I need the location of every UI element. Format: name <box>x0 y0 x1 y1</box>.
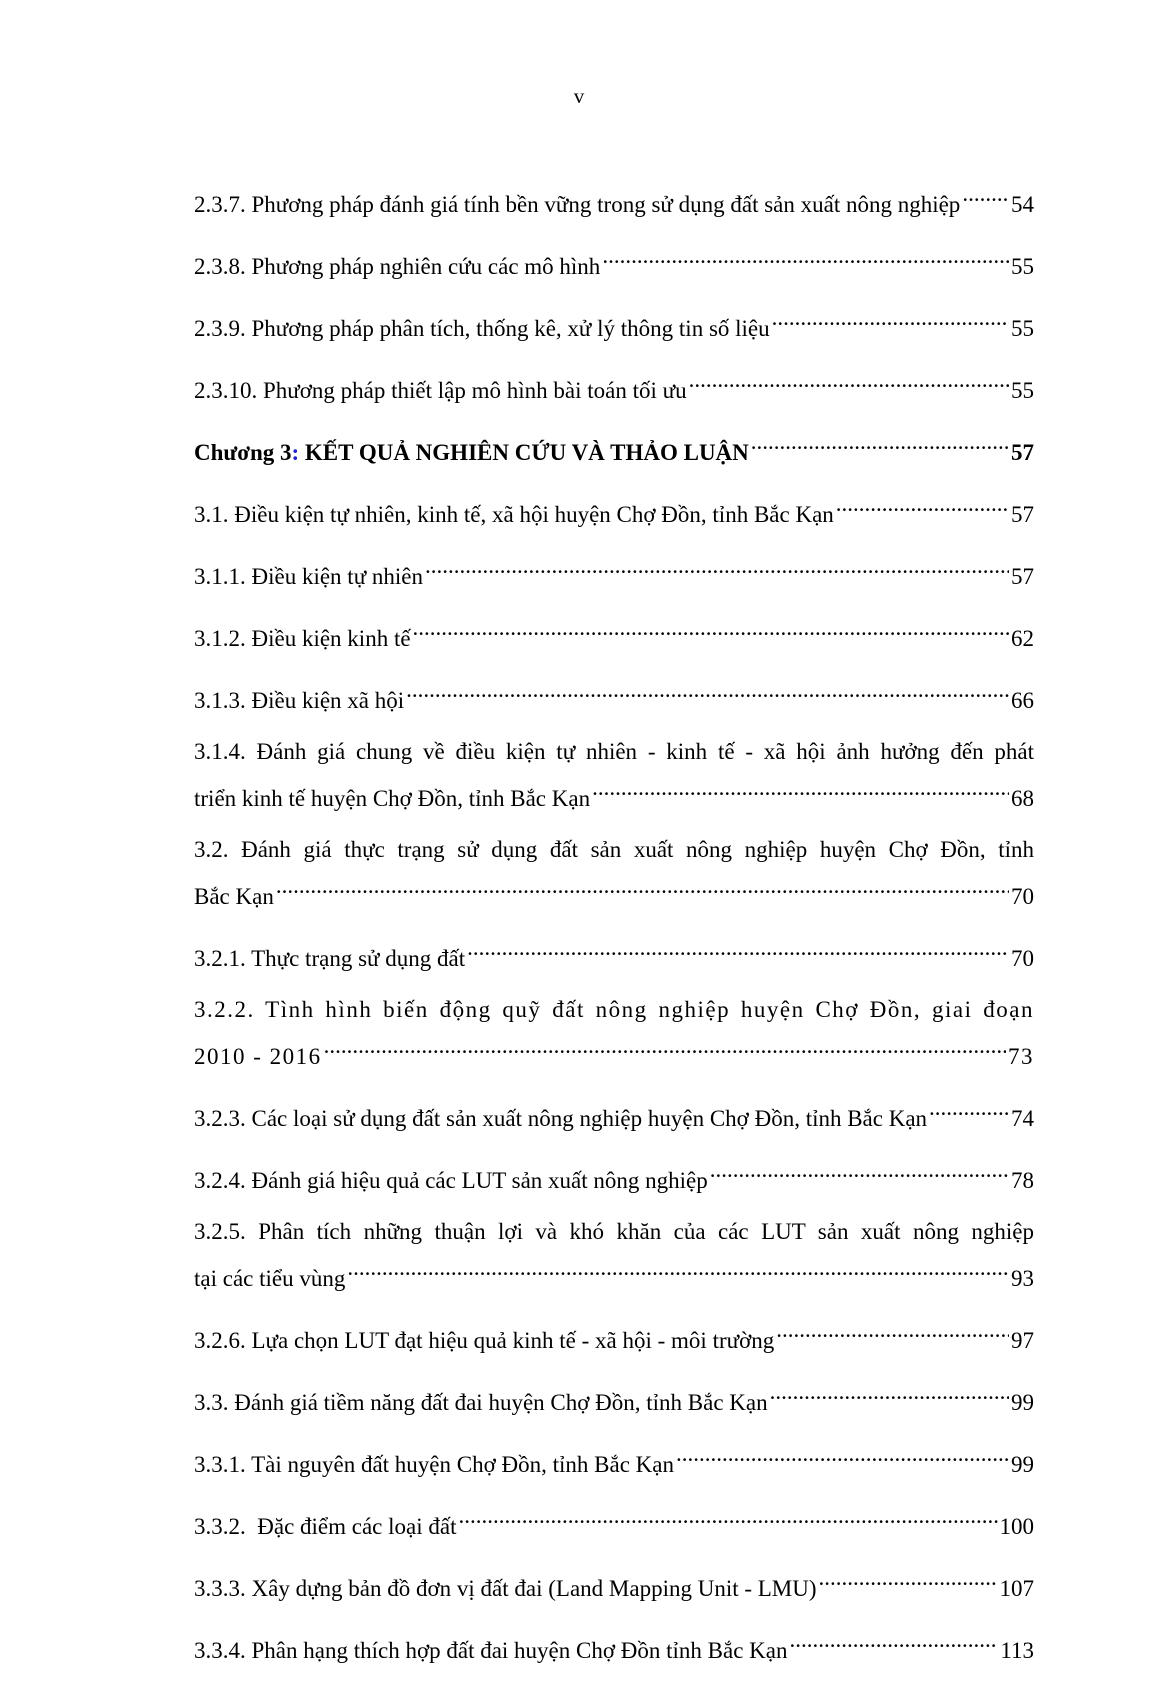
toc-entry-label: tại các tiểu vùng <box>194 1266 346 1291</box>
toc-entry-label: 3.3.1. Tài nguyên đất huyện Chợ Đồn, tỉnh Bắc Kạn <box>194 1452 674 1477</box>
toc-entry-page: 57 <box>1011 502 1034 527</box>
toc-entry[interactable] <box>194 1498 1034 1545</box>
toc-entry-page: 66 <box>1011 688 1034 713</box>
dot-leader <box>929 1090 1009 1126</box>
toc-entry-page: 99 <box>1011 1452 1034 1477</box>
dot-leader <box>790 1622 999 1658</box>
toc-entry[interactable] <box>194 1090 1034 1137</box>
toc-entry-page: 57 <box>1011 440 1034 465</box>
dot-leader <box>819 1560 998 1596</box>
toc-entry-page: 73 <box>1008 1044 1034 1069</box>
dot-leader <box>962 176 1009 212</box>
toc-entry-label: 3.3.4. Phân hạng thích hợp đất đai huyện Chợ Đồn tỉnh Bắc Kạn <box>194 1638 788 1663</box>
toc-entry-page: 70 <box>1011 884 1034 909</box>
toc-entry[interactable] <box>194 238 1034 285</box>
toc-entry-page: 68 <box>1011 786 1034 811</box>
toc-entry-page: 107 <box>999 1576 1034 1601</box>
toc-entry-page: 93 <box>1011 1266 1034 1291</box>
toc-entry-label: 3.1.2. Điều kiện kinh tế <box>194 626 411 651</box>
toc-entry-page: 113 <box>1000 1638 1034 1663</box>
toc-entry-page: 70 <box>1011 946 1034 971</box>
toc-entry-page: 99 <box>1011 1390 1034 1415</box>
table-of-contents <box>194 176 1034 1684</box>
toc-entry-label: 3.3. Đánh giá tiềm năng đất đai huyện Chợ Đồn, tỉnh Bắc Kạn <box>194 1390 768 1415</box>
toc-entry-label: 2.3.7. Phương pháp đánh giá tính bền vững trong sử dụng đất sản xuất nông nghiệp <box>194 192 961 217</box>
toc-entry[interactable] <box>194 930 1034 977</box>
toc-chapter-entry[interactable] <box>194 424 1034 471</box>
toc-entry[interactable] <box>194 1374 1034 1421</box>
dot-leader <box>836 486 1009 522</box>
toc-entry[interactable] <box>194 610 1034 657</box>
toc-entry[interactable] <box>194 734 1034 817</box>
dot-leader <box>458 1498 997 1534</box>
toc-entry-label: 2.3.10. Phương pháp thiết lập mô hình bài toán tối ưu <box>194 378 687 403</box>
toc-chapter-label <box>194 435 749 471</box>
toc-entry[interactable] <box>194 1312 1034 1359</box>
dot-leader <box>770 1374 1009 1410</box>
toc-entry[interactable] <box>194 548 1034 595</box>
dot-leader <box>347 1250 1009 1286</box>
toc-entry[interactable] <box>194 1152 1034 1199</box>
toc-entry[interactable] <box>194 672 1034 719</box>
toc-entry-page: 55 <box>1011 316 1034 341</box>
toc-entry[interactable] <box>194 300 1034 347</box>
toc-entry-label: 3.2.1. Thực trạng sử dụng đất <box>194 946 466 971</box>
toc-entry[interactable] <box>194 176 1034 223</box>
toc-entry-page: 74 <box>1011 1106 1034 1131</box>
toc-entry[interactable] <box>194 992 1034 1075</box>
dot-leader <box>467 930 1009 966</box>
toc-entry-page: 100 <box>999 1514 1034 1539</box>
toc-entry-first-line: 3.2.2. Tình hình biến động quỹ đất nông nghiệp huyện Chợ Đồn, giai đoạn <box>194 997 1034 1022</box>
chapter-prefix: Chương 3 <box>194 440 292 465</box>
dot-leader <box>689 362 1009 398</box>
dot-leader <box>751 424 1009 460</box>
toc-entry-first-line: 3.2. Đánh giá thực trạng sử dụng đất sản xuất nông nghiệp huyện Chợ Đồn, tỉnh <box>194 837 1034 862</box>
toc-entry[interactable] <box>194 486 1034 533</box>
dot-leader <box>772 300 1009 336</box>
toc-entry-page: 55 <box>1011 254 1034 279</box>
toc-entry-label: 2010 - 2016 <box>194 1044 322 1069</box>
toc-entry-page: 55 <box>1011 378 1034 403</box>
chapter-colon: : <box>291 440 300 465</box>
toc-entry-label: 3.3.2. Đặc điểm các loại đất <box>194 1514 457 1539</box>
toc-entry-label: 3.2.3. Các loại sử dụng đất sản xuất nông nghiệp huyện Chợ Đồn, tỉnh Bắc Kạn <box>194 1106 928 1131</box>
dot-leader <box>413 610 1009 646</box>
toc-entry-page: 54 <box>1011 192 1034 217</box>
dot-leader <box>406 672 1009 708</box>
dot-leader <box>324 1028 1006 1064</box>
toc-entry-page: 97 <box>1011 1328 1034 1353</box>
dot-leader <box>592 770 1009 806</box>
dot-leader <box>602 238 1009 274</box>
dot-leader <box>710 1152 1009 1188</box>
dot-leader <box>276 868 1009 904</box>
page-number: v <box>573 84 585 108</box>
toc-entry[interactable] <box>194 1214 1034 1297</box>
toc-entry-page: 78 <box>1011 1168 1034 1193</box>
dot-leader <box>425 548 1009 584</box>
dot-leader <box>776 1312 1009 1348</box>
toc-entry-label: 2.3.8. Phương pháp nghiên cứu các mô hình <box>194 254 601 279</box>
toc-entry-label: 3.3.3. Xây dựng bản đồ đơn vị đất đai (Land Mapping Unit - LMU) <box>194 1576 817 1601</box>
toc-entry-label: 3.1.1. Điều kiện tự nhiên <box>194 564 424 589</box>
toc-entry[interactable] <box>194 362 1034 409</box>
toc-entry-page: 62 <box>1011 626 1034 651</box>
toc-entry[interactable] <box>194 832 1034 915</box>
toc-entry[interactable] <box>194 1436 1034 1483</box>
toc-entry-page: 57 <box>1011 564 1034 589</box>
toc-entry-label: 3.2.4. Đánh giá hiệu quả các LUT sản xuất nông nghiệp <box>194 1168 708 1193</box>
toc-entry-label: triển kinh tế huyện Chợ Đồn, tỉnh Bắc Kạn <box>194 786 591 811</box>
toc-entry-label: 3.1. Điều kiện tự nhiên, kinh tế, xã hội huyện Chợ Đồn, tỉnh Bắc Kạn <box>194 502 834 527</box>
toc-entry-first-line: 3.2.5. Phân tích những thuận lợi và khó khăn của các LUT sản xuất nông nghiệp <box>194 1219 1034 1244</box>
toc-entry-first-line: 3.1.4. Đánh giá chung về điều kiện tự nhiên - kinh tế - xã hội ảnh hưởng đến phát <box>194 739 1034 764</box>
toc-entry-label: 3.2.6. Lựa chọn LUT đạt hiệu quả kinh tế - xã hội - môi trường <box>194 1328 775 1353</box>
toc-entry[interactable] <box>194 1560 1034 1607</box>
chapter-title: KẾT QUẢ NGHIÊN CỨU VÀ THẢO LUẬN <box>299 440 749 465</box>
toc-entry-label: Bắc Kạn <box>194 884 274 909</box>
toc-entry-label: 3.1.3. Điều kiện xã hội <box>194 688 405 713</box>
toc-entry[interactable] <box>194 1622 1034 1669</box>
toc-entry-label: 2.3.9. Phương pháp phân tích, thống kê, xử lý thông tin số liệu <box>194 316 770 341</box>
dot-leader <box>676 1436 1009 1472</box>
